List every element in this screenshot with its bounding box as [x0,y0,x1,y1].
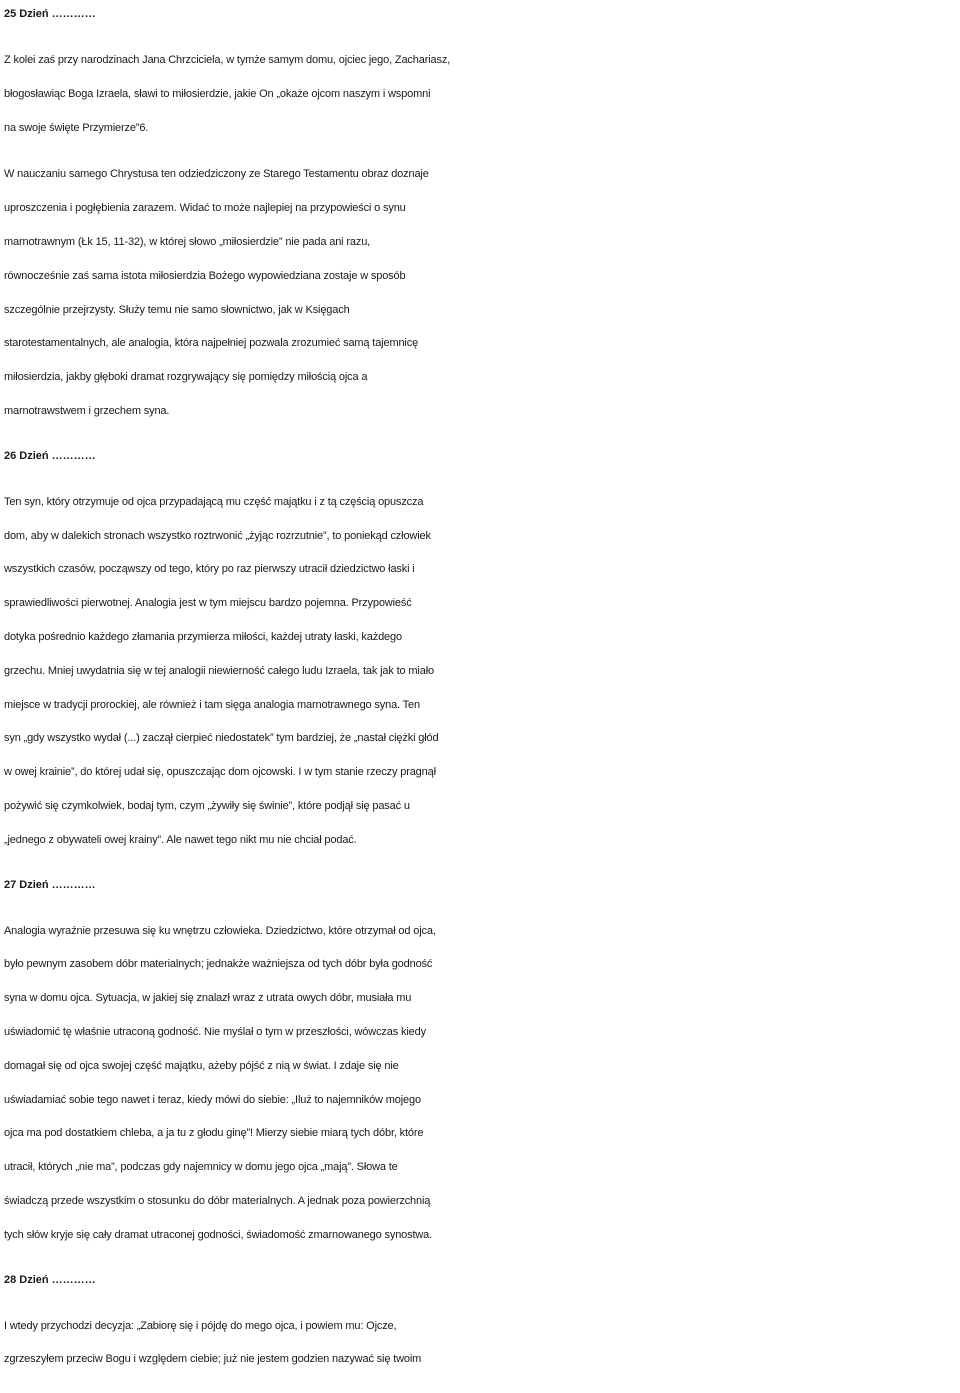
paragraph-line: szczególnie przejrzysty. Służy temu nie samo słownictwo, jak w Księgach [4,303,350,316]
paragraph-line: syn „gdy wszystko wydał (...) zaczął cierpieć niedostatek” tym bardziej, że „nastał ciężki głód [4,732,439,745]
paragraph-line: starotestamentalnych, ale analogia, która najpełniej pozwala zrozumieć samą tajemnicę [4,337,419,350]
paragraph-line: domagał się od ojca swojej część majątku, ażeby pójść z nią w świat. I zdaje się nie [4,1059,399,1072]
paragraph-line: marnotrawnym (Łk 15, 11-32), w której słowo „miłosierdzie” nie pada ani razu, [4,235,371,248]
paragraph-line: dom, aby w dalekich stronach wszystko roztrwonić „żyjąc rozrzutnie”, to poniekąd człowiek [4,529,431,542]
paragraph [4,915,956,1253]
spacer [4,145,956,158]
paragraph-line: ojca ma pod dostatkiem chleba, a ja tu z głodu ginę”! Mierzy siebie miarą tych dóbr, które [4,1127,424,1140]
paragraph-line: uświadamiać sobie tego nawet i teraz, kiedy mówi do siebie: „Iluż to najemników mojego [4,1093,421,1106]
paragraph-line: utracił, których „nie ma”, podczas gdy najemnicy w domu jego ojca „mają”. Słowa te [4,1161,398,1174]
spacer [4,473,956,486]
paragraph-line: uproszczenia i pogłębienia zarazem. Widać to może najlepiej na przypowieści o synu [4,202,406,215]
paragraph-line: „jednego z obywateli owej krainy”. Ale nawet tego nikt mu nie chciał podać. [4,833,357,846]
day-heading: 28 Dzień ………… [4,1273,96,1286]
paragraph-line: było pewnym zasobem dóbr materialnych; jednakże ważniejsza od tych dóbr była godność [4,958,433,971]
day-heading: 27 Dzień ………… [4,878,96,891]
paragraph-line: uświadomić tę właśnie utraconą godność. Nie myślał o tym w przeszłości, wówczas kiedy [4,1025,426,1038]
spacer [4,858,956,869]
paragraph-line: sprawiedliwości pierwotnej. Analogia jest w tym miejscu bardzo pojemna. Przypowieść [4,597,412,610]
paragraph-line: zgrzeszyłem przeciw Bogu i względem ciebie; już nie jestem godzien nazywać się twoim [4,1353,422,1366]
day-heading: 25 Dzień ………… [4,8,96,20]
paragraph-line: świadczą przede wszystkim o stosunku do dóbr materialnych. A jednak poza powierzchnią [4,1194,431,1207]
paragraph-line: grzechu. Mniej uwydatnia się w tej analogii niewierność całego ludu Izraela, tak jak to miało [4,664,434,677]
paragraph [4,1310,956,1378]
paragraph-line: dotyka pośrednio każdego złamania przymierza miłości, każdej utraty łaski, każdego [4,630,402,643]
paragraph [4,486,956,858]
spacer [4,429,956,440]
paragraph-line: Analogia wyraźnie przesuwa się ku wnętrzu człowieka. Dziedzictwo, które otrzymał od ojca, [4,924,436,937]
spacer [4,1253,956,1264]
spacer [4,902,956,915]
paragraph-line: na swoje święte Przymierze”6. [4,121,149,134]
paragraph-line: Z kolei zaś przy narodzinach Jana Chrzciciela, w tymże samym domu, ojciec jego, Zachariasz, [4,54,451,66]
paragraph-line: tych słów kryje się cały dramat utraconej godności, świadomość zmarnowanego synostwa. [4,1228,433,1241]
day-heading: 26 Dzień ………… [4,449,96,462]
paragraph-line: w owej krainie”, do której udał się, opuszczając dom ojcowski. I w tym stanie rzeczy pragnął [4,766,436,779]
document-body [4,0,956,1377]
paragraph [4,44,956,145]
paragraph-line: miłosierdzia, jakby głęboki dramat rozgrywający się pomiędzy miłością ojca a [4,371,368,384]
paragraph-line: Ten syn, który otrzymuje od ojca przypadającą mu część majątku i z tą częścią opuszcza [4,495,424,508]
paragraph [4,158,956,428]
paragraph-line: W nauczaniu samego Chrystusa ten odziedziczony ze Starego Testamentu obraz doznaje [4,168,429,181]
paragraph-line: pożywić się czymkolwiek, bodaj tym, czym „żywiły się świnie”, które podjął się pasać u [4,799,410,812]
paragraph-line: I wtedy przychodzi decyzja: „Zabiorę się i pójdę do mego ojca, i powiem mu: Ojcze, [4,1319,397,1332]
paragraph-line: błogosławiąc Boga Izraela, sławi to miłosierdzie, jakie On „okaże ojcom naszym i wspomni [4,87,431,100]
spacer [4,31,956,44]
paragraph-line: równocześnie zaś sama istota miłosierdzia Bożego wypowiedziana zostaje w sposób [4,269,406,282]
paragraph-line: syna w domu ojca. Sytuacja, w jakiej się znalazł wraz z utrata owych dóbr, musiała mu [4,992,412,1005]
paragraph-line: wszystkich czasów, począwszy od tego, który po raz pierwszy utracił dziedzictwo łaski i [4,563,415,576]
paragraph-line: miejsce w tradycji prorockiej, ale również i tam sięga analogia marnotrawnego syna. Ten [4,698,420,711]
spacer [4,1297,956,1310]
paragraph-line: marnotrawstwem i grzechem syna. [4,404,170,417]
